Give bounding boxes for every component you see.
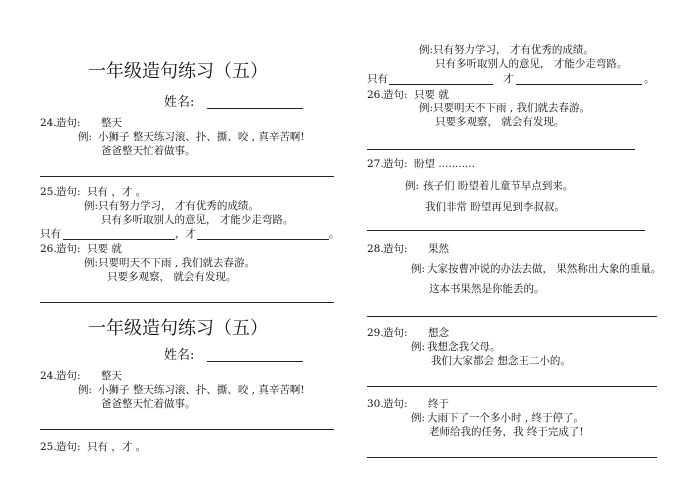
worksheet-title: 一年级造句练习（五）: [88, 61, 268, 82]
q24-answer-line[interactable]: [40, 429, 334, 430]
q28-example-label: 例:: [411, 263, 426, 275]
q25-example-label: 例:: [84, 200, 99, 212]
q25-fill-end: 。: [644, 73, 655, 85]
q30-example-2: 老师给我的任务，我 终于完成了!: [429, 426, 584, 438]
name-blank[interactable]: [207, 361, 303, 362]
name-label: 姓名:: [164, 348, 195, 363]
q26-example-label: 例:: [84, 257, 99, 269]
q26-example-1: 只要明天不下雨 , 我们就去春游。: [433, 102, 591, 114]
q26-answer-line[interactable]: [367, 149, 635, 150]
q24-answer-line[interactable]: [40, 176, 334, 177]
q25-number: 25.: [40, 186, 57, 198]
q25-example-1: 只有努力学习， 才有优秀的成绩。: [98, 200, 259, 212]
name-label: 姓名:: [164, 95, 195, 110]
q30-example-label: 例:: [411, 412, 426, 424]
q28-answer-line[interactable]: [367, 316, 657, 317]
q26-word: 只要 就: [414, 89, 449, 101]
q27-example-label: 例:: [405, 180, 420, 192]
q28-number: 28.: [367, 243, 384, 255]
q30-answer-line[interactable]: [367, 457, 657, 458]
q28-word: 果然: [428, 243, 449, 255]
q26-number: 26.: [367, 89, 384, 101]
q25-label: 造句:: [56, 441, 81, 453]
q24-example-2: 爸爸整天忙着做事。: [101, 398, 196, 410]
q25-fill-end: 。: [329, 228, 340, 240]
q24-example-1: 小狮子 整天练习滚、扑、撕、咬 , 真辛苦啊!: [98, 131, 305, 143]
q24-example-label: 例:: [78, 384, 93, 396]
q25-example-1: 只有努力学习， 才有优秀的成绩。: [433, 44, 594, 56]
q25-number: 25.: [40, 441, 57, 453]
q25-fill-prefix: 只有: [40, 228, 61, 240]
q25-example-label: 例:: [419, 44, 434, 56]
q24-label: 造句:: [56, 117, 81, 129]
q28-label: 造句:: [383, 243, 408, 255]
q30-example-1: 大雨下了一个多小时 , 终于停了。: [427, 412, 585, 424]
q27-word: 盼望 ...........: [414, 158, 476, 170]
q27-label: 造句:: [383, 158, 408, 170]
q29-example-1: 我想念我父母。: [427, 341, 501, 353]
q25-blank-2[interactable]: [516, 84, 642, 85]
q27-example-1: 孩子们 盼望着儿童节早点到来。: [423, 180, 574, 192]
name-blank[interactable]: [207, 108, 303, 109]
q24-label: 造句:: [56, 370, 81, 382]
q25-word: 只有 ，才 。: [87, 441, 147, 453]
q30-label: 造句:: [383, 398, 408, 410]
q26-example-2: 只要多观察， 就会有发现。: [107, 271, 237, 283]
q24-example-label: 例:: [78, 131, 93, 143]
q27-number: 27.: [367, 158, 384, 170]
q28-example-2: 这本书果然是你能丢的。: [429, 283, 545, 295]
q29-number: 29.: [367, 327, 384, 339]
q25-label: 造句:: [56, 186, 81, 198]
q29-example-label: 例:: [411, 341, 426, 353]
q24-example-2: 爸爸整天忙着做事。: [101, 145, 196, 157]
q27-answer-line[interactable]: [367, 230, 645, 231]
q26-answer-line[interactable]: [40, 302, 334, 303]
q29-answer-line[interactable]: [367, 386, 657, 387]
q25-blank-1[interactable]: [63, 239, 175, 240]
worksheet-title: 一年级造句练习（五）: [88, 318, 268, 339]
q26-label: 造句:: [56, 243, 81, 255]
q24-number: 24.: [40, 370, 57, 382]
q29-example-2: 我们大家都会 想念王二小的。: [431, 355, 571, 367]
q30-number: 30.: [367, 398, 384, 410]
q26-label: 造句:: [383, 89, 408, 101]
q24-word: 整天: [101, 370, 122, 382]
q24-number: 24.: [40, 117, 57, 129]
q25-fill-prefix: 只有: [367, 73, 388, 85]
q30-word: 终于: [428, 398, 449, 410]
q24-example-1: 小狮子 整天练习滚、扑、撕、咬 , 真辛苦啊!: [98, 384, 305, 396]
q26-example-label: 例:: [419, 102, 434, 114]
q25-blank-2[interactable]: [197, 239, 329, 240]
q25-fill-middle: ，才: [175, 228, 196, 240]
q24-word: 整天: [101, 117, 122, 129]
q26-number: 26.: [40, 243, 57, 255]
q25-example-2: 只有多听取别人的意见， 才能少走弯路。: [101, 214, 294, 226]
q25-fill-middle: 才: [503, 73, 514, 85]
q29-word: 想念: [428, 327, 449, 339]
q25-example-2: 只有多听取别人的意见， 才能少走弯路。: [435, 58, 628, 70]
q25-blank-1[interactable]: [389, 84, 493, 85]
q28-example-1: 大家按曹冲说的办法去做， 果然称出大象的重量。: [427, 263, 662, 275]
q26-example-1: 只要明天不下雨 , 我们就去春游。: [98, 257, 256, 269]
q29-label: 造句:: [383, 327, 408, 339]
q26-example-2: 只要多观察， 就会有发现。: [435, 116, 565, 128]
q25-word: 只有 ，才 。: [87, 186, 147, 198]
q26-word: 只要 就: [87, 243, 122, 255]
q27-example-2: 我们非常 盼望再见到李叔叔。: [425, 201, 565, 213]
